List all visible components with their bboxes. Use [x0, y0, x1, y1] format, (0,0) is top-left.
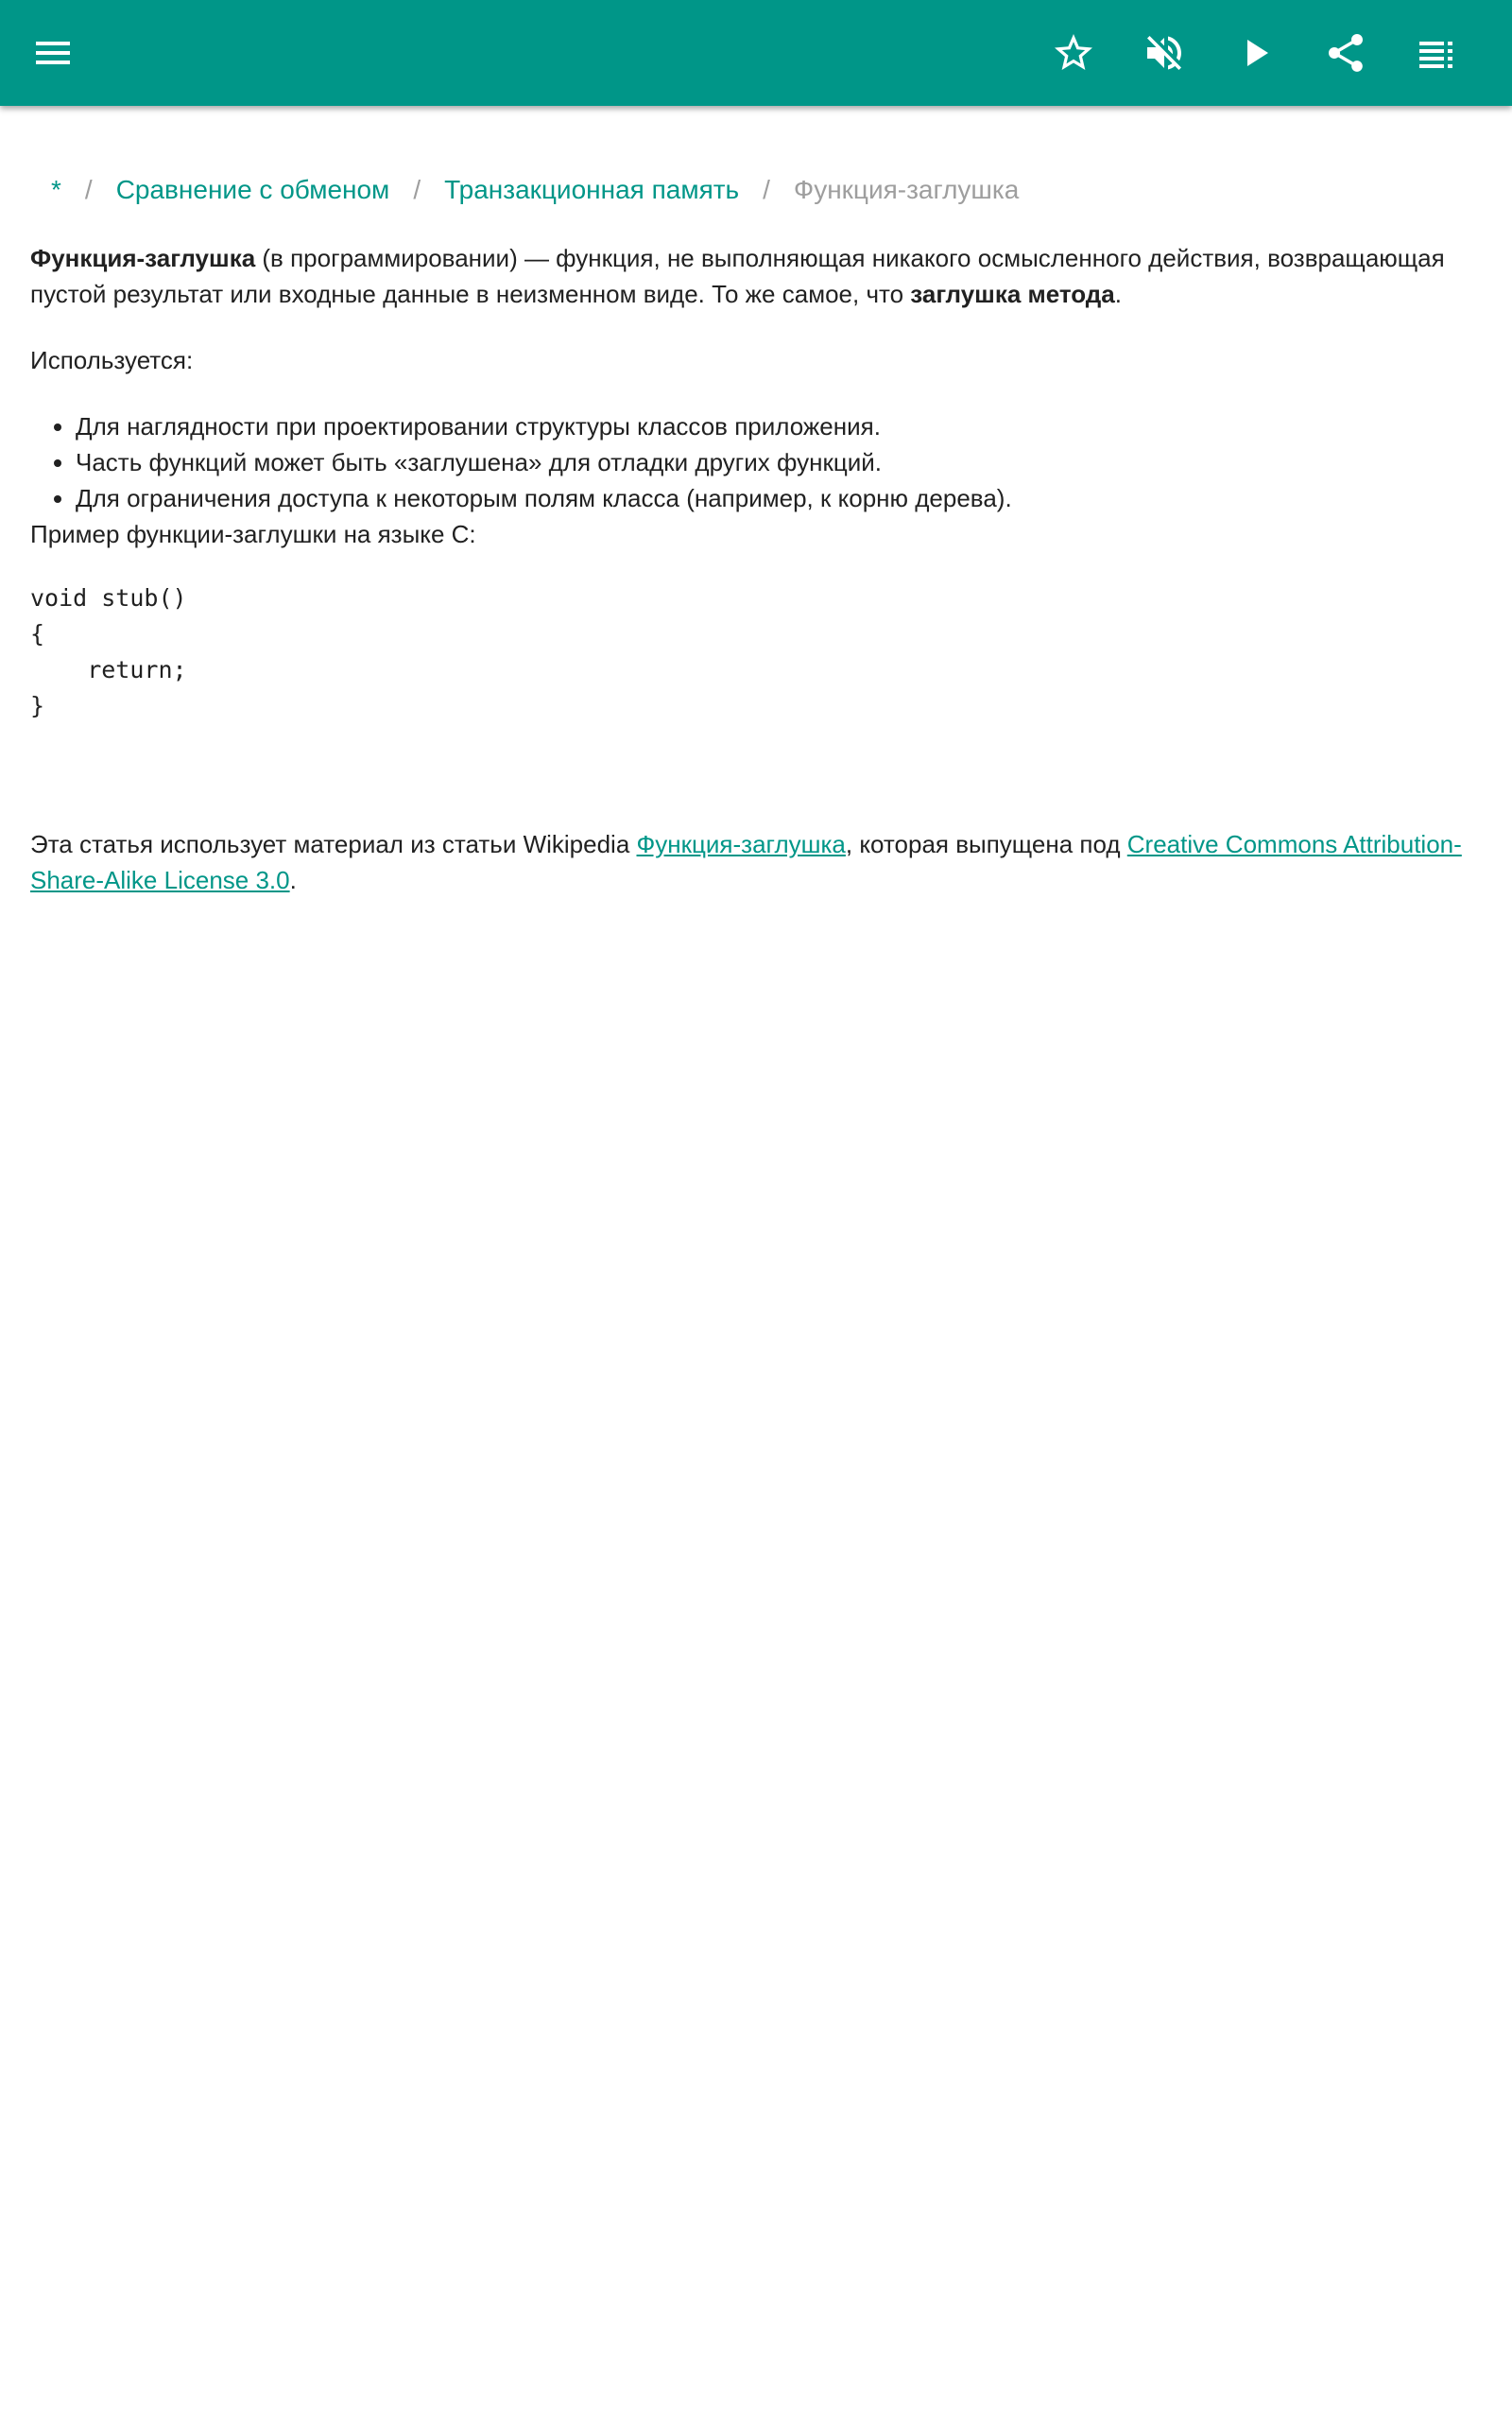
play-button[interactable]	[1217, 15, 1293, 91]
breadcrumb-separator: /	[763, 175, 770, 204]
list-item: • Для ограничения доступа к некоторым полям класса (например, к корню дерева).	[76, 480, 1482, 516]
attribution-middle: , которая выпущена под	[845, 830, 1127, 858]
playlist-icon	[1414, 30, 1459, 76]
article-content	[30, 106, 1482, 898]
intro-text: (в программировании) — функция, не выполняющая никакого осмысленного действия, возвращающая пустой результат или входные данные в неизменном виде. То же самое, что	[30, 244, 1445, 308]
breadcrumb	[30, 168, 1482, 212]
example-heading: Пример функции-заглушки на языке C:	[30, 520, 476, 548]
attribution-suffix: .	[289, 866, 297, 894]
list-item: • Часть функций может быть «заглушена» для отладки других функций.	[76, 444, 1482, 480]
intro-term: Функция-заглушка	[30, 244, 256, 272]
favorite-button[interactable]	[1036, 15, 1111, 91]
license-link[interactable]: Creative Commons Attribution-Share-Alike License 3.0	[30, 830, 1462, 894]
breadcrumb-root[interactable]: *	[51, 175, 61, 204]
uses-heading: Используется:	[30, 346, 194, 374]
intro-paragraph	[30, 240, 1482, 312]
attribution-prefix: Эта статья использует материал из статьи Wikipedia	[30, 830, 637, 858]
attribution	[30, 826, 1482, 898]
wikipedia-article-link[interactable]: Функция-заглушка	[636, 830, 846, 858]
star-outline-icon	[1051, 30, 1096, 76]
breadcrumb-transactional-memory[interactable]: Транзакционная память	[444, 175, 740, 204]
mute-button[interactable]	[1126, 15, 1202, 91]
breadcrumb-separator: /	[413, 175, 421, 204]
intro-end: .	[1114, 280, 1122, 308]
breadcrumb-separator: /	[84, 175, 93, 204]
volume-off-icon	[1142, 30, 1187, 76]
share-icon	[1323, 30, 1368, 76]
intro-term-2: заглушка метода	[910, 280, 1115, 308]
play-icon	[1232, 30, 1278, 76]
menu-icon	[30, 30, 76, 76]
code-block: void stub() { return; }	[30, 584, 187, 719]
share-button[interactable]	[1308, 15, 1383, 91]
breadcrumb-current: Функция-заглушка	[793, 175, 1020, 204]
breadcrumb-comparison-with-swap[interactable]: Сравнение с обменом	[115, 175, 390, 204]
uses-list	[30, 408, 1482, 516]
list-item: • Для наглядности при проектировании структуры классов приложения.	[76, 408, 1482, 444]
contents-button[interactable]	[1399, 15, 1474, 91]
menu-button[interactable]	[15, 15, 91, 91]
app-toolbar	[0, 0, 1512, 106]
